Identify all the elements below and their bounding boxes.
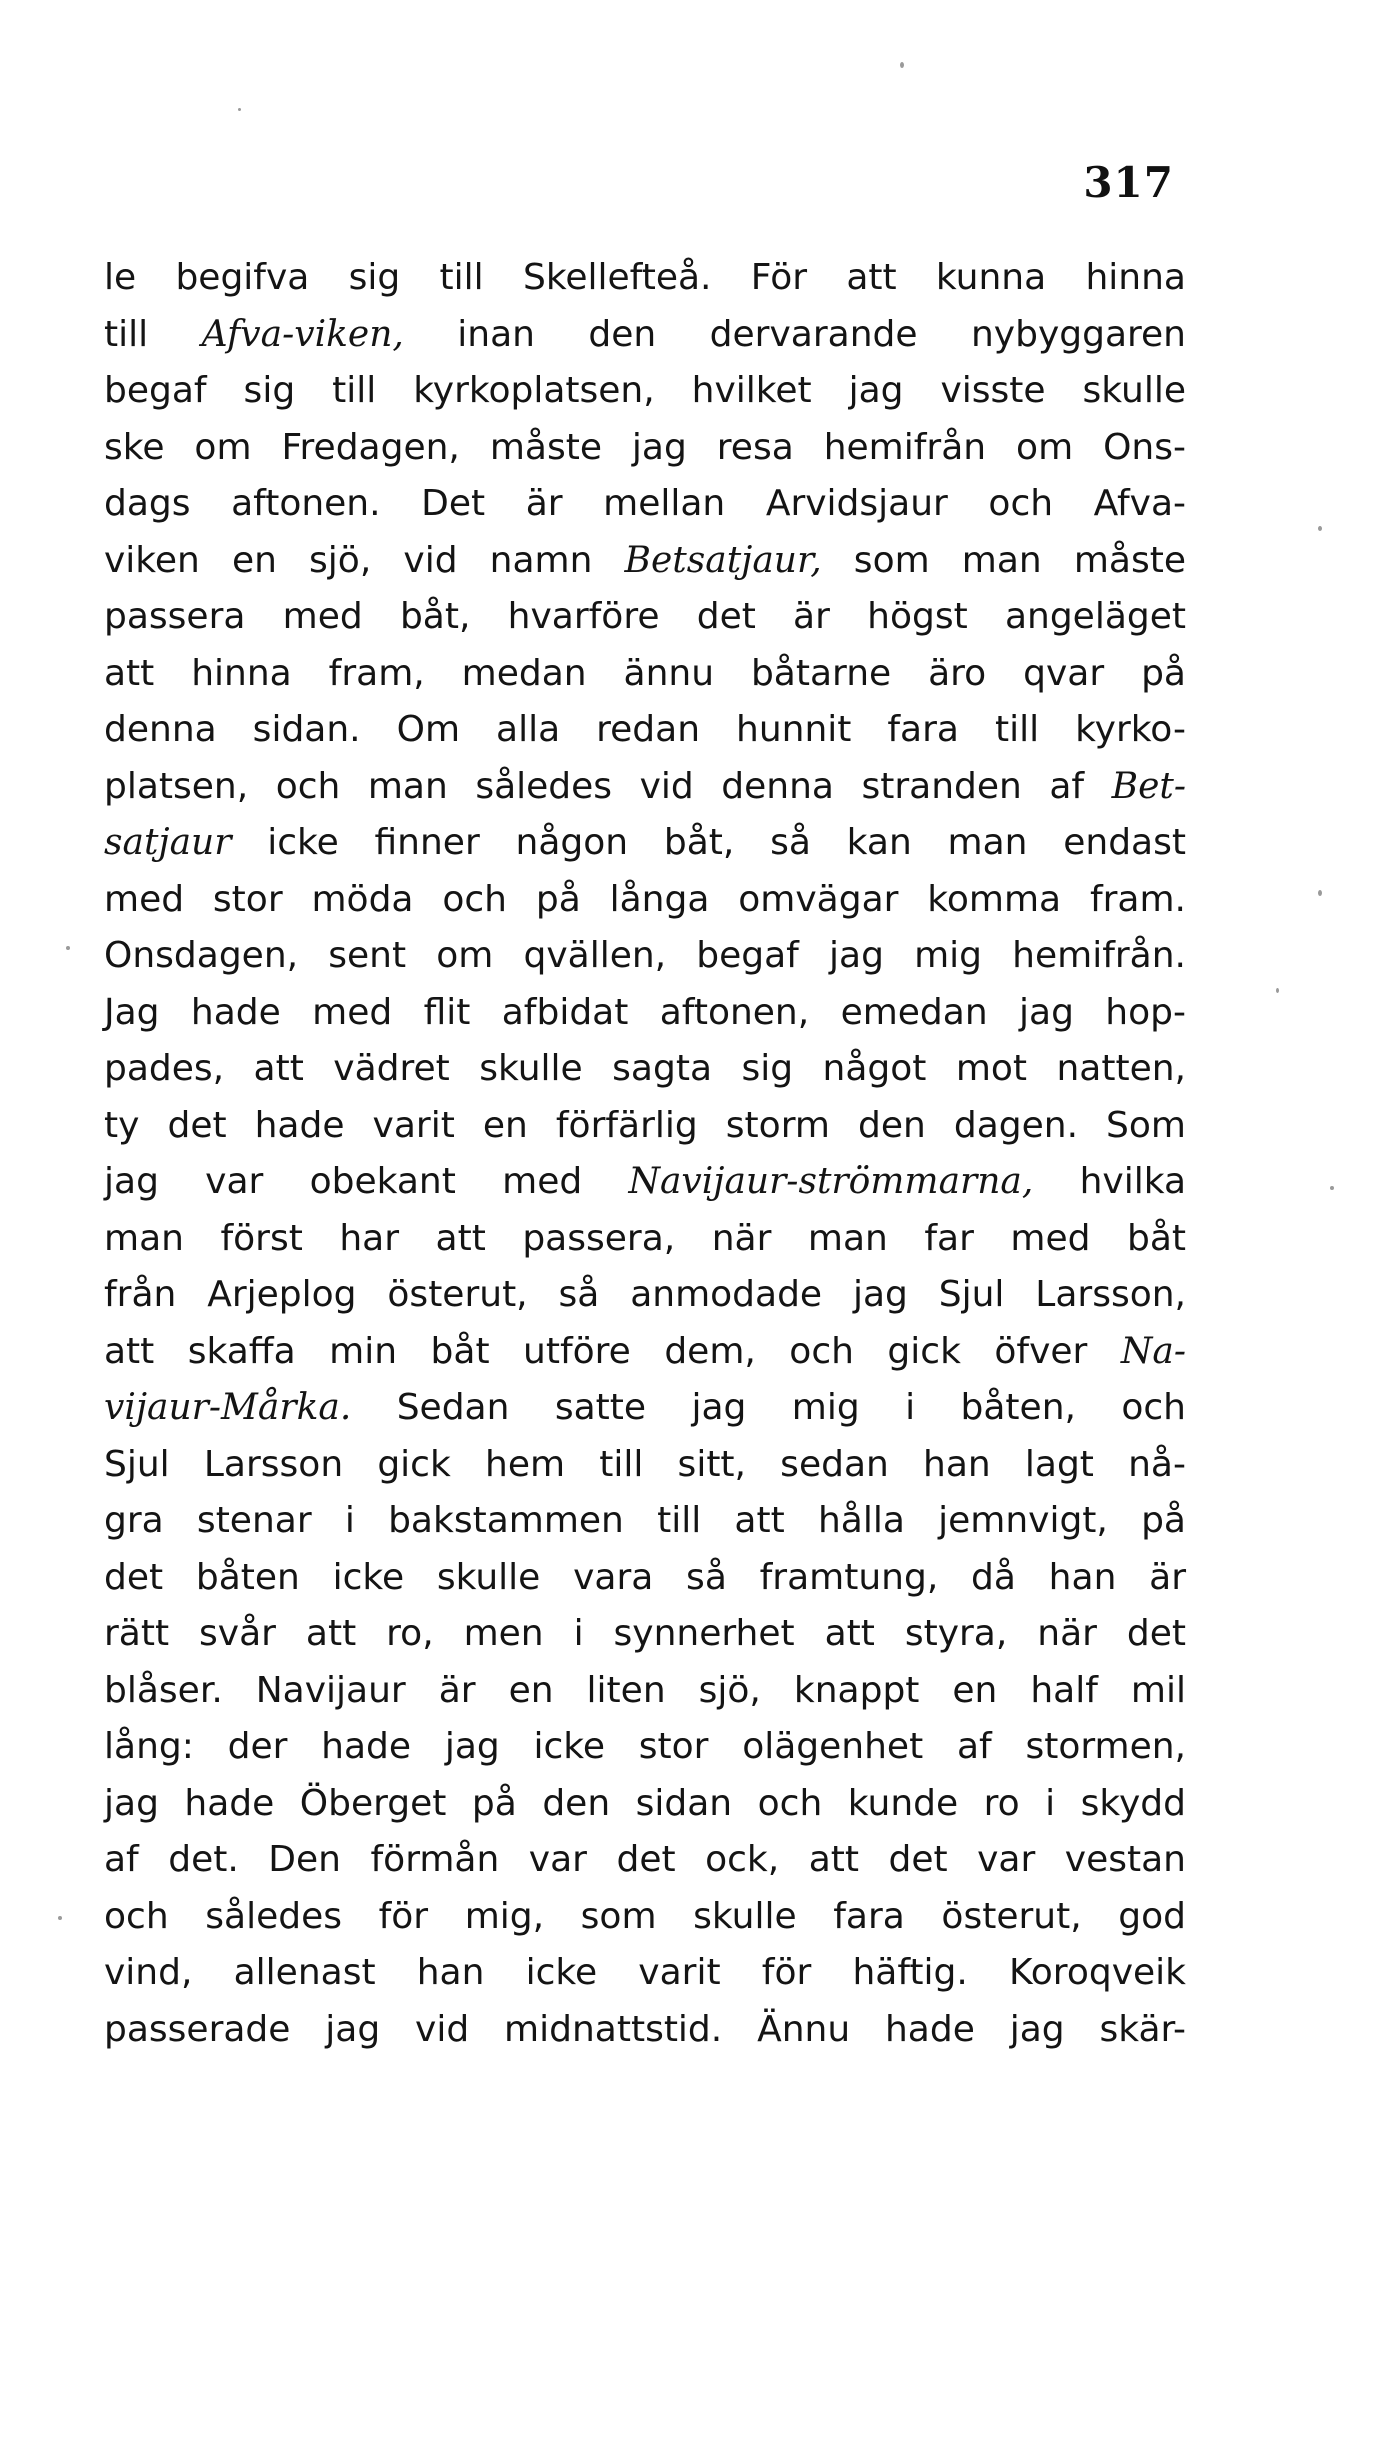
scan-speck	[1330, 1186, 1334, 1190]
text-line	[104, 1324, 1186, 1381]
text-line	[104, 1719, 1186, 1776]
text-line	[104, 420, 1186, 477]
text-span: Sjul Larsson gick hem till sitt, sedan han lagt nå-	[104, 1443, 1186, 1485]
text-line	[104, 872, 1186, 929]
scan-speck	[1318, 890, 1322, 896]
text-line	[104, 2002, 1186, 2059]
text-span: till	[104, 313, 202, 355]
text-span: le begifva sig till Skellefteå. För att kunna hinna	[104, 257, 1186, 298]
text-span: af det. Den förmån var det ock, att det var vestan	[104, 1839, 1186, 1880]
text-span: Onsdagen, sent om qvällen, begaf jag mig hemifrån.	[104, 935, 1186, 976]
text-span: passera med båt, hvarföre det är högst angeläget	[104, 596, 1186, 637]
text-span: jag hade Öberget på den sidan och kunde ro i skydd	[104, 1782, 1186, 1824]
text-span: pades, att vädret skulle sagta sig något mot natten,	[104, 1048, 1186, 1089]
text-line	[104, 1267, 1186, 1324]
text-line	[104, 702, 1186, 759]
text-span: blåser. Navijaur är en liten sjö, knappt en half mil	[104, 1669, 1186, 1711]
text-span: hvilka	[1033, 1161, 1186, 1202]
scan-speck	[1276, 988, 1279, 993]
page-number: 317	[1083, 158, 1174, 207]
text-span: passerade jag vid midnattstid. Ännu hade jag skär-	[104, 2008, 1186, 2050]
text-line	[104, 1098, 1186, 1155]
text-span: rätt svår att ro, men i synnerhet att styra, när det	[104, 1613, 1186, 1654]
text-span: denna sidan. Om alla redan hunnit fara till kyrko-	[104, 709, 1186, 750]
italic-name-span: Na-	[1120, 1330, 1186, 1372]
text-line	[104, 1776, 1186, 1833]
text-span: jag var obekant med	[104, 1161, 629, 1202]
text-line	[104, 1832, 1186, 1889]
text-span: gra stenar i bakstammen till att hålla jemnvigt, på	[104, 1500, 1186, 1541]
scan-speck	[66, 946, 70, 950]
italic-name-span: vijaur-Mårka.	[104, 1387, 352, 1428]
text-span: ske om Fredagen, måste jag resa hemifrån om Ons-	[104, 426, 1186, 468]
italic-name-span: Betsatjaur,	[624, 539, 822, 581]
italic-name-span: Navijaur-strömmarna,	[628, 1161, 1034, 1202]
text-line	[104, 928, 1186, 985]
text-span: som man måste	[821, 539, 1186, 581]
text-line	[104, 1380, 1186, 1437]
italic-name-span: Afva-viken,	[201, 313, 404, 355]
text-line	[104, 250, 1186, 307]
text-line	[104, 815, 1186, 872]
text-span: att skaffa min båt utföre dem, och gick öfver	[104, 1330, 1121, 1372]
text-span: ty det hade varit en förfärlig storm den dagen. Som	[104, 1104, 1186, 1146]
text-span: viken en sjö, vid namn	[104, 539, 625, 581]
text-span: icke finner någon båt, så kan man endast	[231, 822, 1186, 863]
text-line	[104, 1211, 1186, 1268]
text-line	[104, 1493, 1186, 1550]
text-span: vind, allenast han icke varit för häftig. Koroqveik	[104, 1952, 1186, 1993]
text-span: Sedan satte jag mig i båten, och	[351, 1387, 1186, 1428]
text-line	[104, 759, 1186, 816]
text-line	[104, 985, 1186, 1042]
text-span: dags aftonen. Det är mellan Arvidsjaur och Afva-	[104, 483, 1186, 524]
scan-speck	[900, 62, 904, 68]
italic-name-span: satjaur	[104, 822, 232, 863]
text-span: Jag hade med flit afbidat aftonen, emedan jag hop-	[104, 991, 1186, 1033]
text-span: lång: der hade jag icke stor olägenhet af stormen,	[104, 1726, 1186, 1767]
text-line	[104, 307, 1186, 364]
text-span: man först har att passera, när man far med båt	[104, 1217, 1186, 1259]
text-span: platsen, och man således vid denna stranden af	[104, 765, 1112, 807]
text-line	[104, 1606, 1186, 1663]
body-text	[104, 250, 1186, 2058]
text-line	[104, 1550, 1186, 1607]
scan-speck	[58, 1916, 62, 1920]
text-line	[104, 1889, 1186, 1946]
text-span: begaf sig till kyrkoplatsen, hvilket jag visste skulle	[104, 370, 1186, 411]
scan-speck	[1318, 526, 1322, 531]
scan-speck	[238, 108, 241, 111]
text-line	[104, 1041, 1186, 1098]
text-span: inan den dervarande nybyggaren	[403, 313, 1186, 355]
text-line	[104, 363, 1186, 420]
italic-name-span: Bet-	[1111, 765, 1186, 807]
text-line	[104, 533, 1186, 590]
text-line	[104, 1154, 1186, 1211]
text-line	[104, 476, 1186, 533]
text-line	[104, 1437, 1186, 1494]
text-span: från Arjeplog österut, så anmodade jag Sjul Larsson,	[104, 1274, 1186, 1315]
text-line	[104, 1663, 1186, 1720]
text-span: att hinna fram, medan ännu båtarne äro qvar på	[104, 652, 1186, 694]
text-span: med stor möda och på långa omvägar komma fram.	[104, 878, 1186, 920]
text-span: det båten icke skulle vara så framtung, då han är	[104, 1556, 1186, 1598]
text-line	[104, 646, 1186, 703]
text-span: och således för mig, som skulle fara österut, god	[104, 1895, 1186, 1937]
text-line	[104, 1945, 1186, 2002]
text-line	[104, 589, 1186, 646]
